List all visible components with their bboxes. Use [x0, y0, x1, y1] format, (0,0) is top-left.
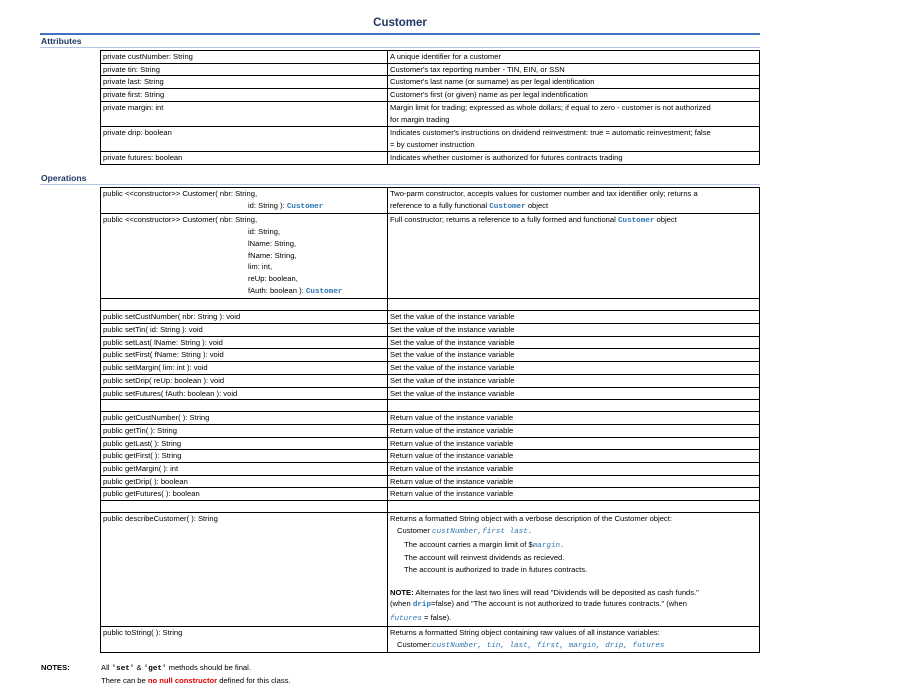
- attribute-signature: private futures: boolean: [101, 151, 388, 164]
- notes-label: NOTES:: [41, 663, 70, 672]
- attribute-description: Indicates whether customer is authorized for futures contracts trading: [388, 151, 760, 164]
- getter-signature: public getFutures( ): boolean: [101, 488, 388, 501]
- desc-text: =false) and "The account is not authorized to trade futures contracts." (when: [431, 599, 687, 609]
- desc-line: [390, 525, 757, 539]
- spacer-row: [101, 299, 760, 311]
- attribute-description: [388, 101, 760, 126]
- getter-signature: public getDrip( ): boolean: [101, 475, 388, 488]
- class-title: Customer: [373, 17, 427, 29]
- note-code: 'set': [111, 665, 135, 673]
- setter-row: [101, 387, 760, 400]
- setter-description: Set the value of the instance variable: [388, 349, 760, 362]
- setter-signature: public setDrip( reUp: boolean ): void: [101, 374, 388, 387]
- getter-signature: public getTin( ): String: [101, 424, 388, 437]
- punct: ,: [477, 527, 483, 536]
- var-name: margin: [532, 541, 561, 550]
- desc-text: object: [527, 200, 549, 210]
- attribute-row: [101, 63, 760, 76]
- getter-description: Return value of the instance variable: [388, 463, 760, 476]
- getter-row: [101, 463, 760, 476]
- attribute-signature: private first: String: [101, 89, 388, 102]
- attribute-signature: private drip: boolean: [101, 126, 388, 151]
- getter-row: [101, 412, 760, 425]
- desc-line: [390, 598, 757, 612]
- setter-description: Set the value of the instance variable: [388, 324, 760, 337]
- desc-text: Full constructor; returns a reference to a fully formed and functional: [390, 215, 616, 225]
- constructor-signature: [101, 188, 388, 214]
- getter-signature: public getFirst( ): String: [101, 450, 388, 463]
- note-text: There can be: [101, 676, 146, 685]
- note-text: defined for this class.: [219, 676, 291, 685]
- sig-param: id: String ):: [248, 200, 285, 210]
- setter-description: Set the value of the instance variable: [388, 336, 760, 349]
- setter-signature: public setTin( id: String ): void: [101, 324, 388, 337]
- getter-row: [101, 437, 760, 450]
- sig-line: public <<constructor>> Customer( nbr: String,: [103, 215, 258, 225]
- attribute-signature: private tin: String: [101, 63, 388, 76]
- setter-row: [101, 324, 760, 337]
- method-description: [388, 513, 760, 627]
- sig-line: [103, 285, 385, 299]
- setter-row: [101, 349, 760, 362]
- attribute-row: [101, 76, 760, 89]
- setter-signature: public setLast( lName: String ): void: [101, 336, 388, 349]
- sig-param: fName: String,: [248, 250, 297, 260]
- attribute-description: [388, 126, 760, 151]
- type-name: Customer: [617, 217, 655, 226]
- method-signature: public describeCustomer( ): String: [101, 513, 388, 627]
- attribute-row: [101, 89, 760, 102]
- getter-description: Return value of the instance variable: [388, 437, 760, 450]
- constructor-description: [388, 214, 760, 299]
- getter-signature: public getLast( ): String: [101, 437, 388, 450]
- sig-param: lim: int,: [248, 262, 273, 272]
- title-rule: [40, 33, 760, 35]
- attribute-signature: private custNumber: String: [101, 51, 388, 64]
- desc-line: [390, 639, 757, 653]
- note-line: [101, 663, 251, 673]
- sig-param: reUp: boolean,: [248, 273, 298, 283]
- note-line: [101, 676, 291, 685]
- getter-description: Return value of the instance variable: [388, 488, 760, 501]
- method-row: [101, 626, 760, 652]
- setter-signature: public setFutures( fAuth: boolean ): void: [101, 387, 388, 400]
- desc-text: The account carries a margin limit of $: [404, 539, 533, 549]
- constructor-row: [101, 188, 760, 214]
- var-name: futures: [390, 615, 422, 624]
- attribute-description: Customer's last name (or surname) as per legal identification: [388, 76, 760, 89]
- desc-line: [390, 612, 757, 626]
- blank-line: [390, 576, 757, 587]
- setter-description: Set the value of the instance variable: [388, 387, 760, 400]
- desc-line: The account is authorized to trade in futures contracts.: [404, 564, 588, 574]
- getter-signature: public getMargin( ): int: [101, 463, 388, 476]
- desc-line: [390, 200, 757, 214]
- getter-row: [101, 475, 760, 488]
- method-row: [101, 513, 760, 627]
- getter-row: [101, 450, 760, 463]
- setter-signature: public setMargin( lim: int ): void: [101, 362, 388, 375]
- return-type: Customer: [286, 202, 324, 211]
- attribute-row: [101, 151, 760, 164]
- desc-line: The account will reinvest dividends as recieved.: [404, 553, 565, 563]
- note-text: methods should be final.: [168, 663, 251, 672]
- attributes-table: [100, 50, 760, 165]
- attribute-row: [101, 126, 760, 151]
- operations-table: [100, 187, 760, 653]
- sig-line: [103, 200, 385, 214]
- getter-row: [101, 488, 760, 501]
- getter-description: Return value of the instance variable: [388, 475, 760, 488]
- type-name: Customer: [489, 202, 526, 211]
- punct: .: [560, 541, 565, 550]
- desc-line: Indicates customer's instructions on dividend reinvestment: true = automatic reinvestment; false: [390, 127, 711, 137]
- getter-description: Return value of the instance variable: [388, 412, 760, 425]
- constructor-signature: [101, 214, 388, 299]
- getter-description: Return value of the instance variable: [388, 424, 760, 437]
- setter-description: Set the value of the instance variable: [388, 362, 760, 375]
- sig-param: fAuth: boolean ):: [248, 285, 304, 295]
- sig-param: id: String,: [248, 227, 281, 237]
- setter-row: [101, 362, 760, 375]
- desc-text: (when: [390, 599, 411, 609]
- setter-row: [101, 374, 760, 387]
- sig-line: public <<constructor>> Customer( nbr: String,: [103, 189, 258, 198]
- operations-rule: [40, 184, 760, 185]
- note-text: &: [136, 663, 142, 672]
- var-name: first last: [482, 527, 528, 536]
- attribute-description: Customer's tax reporting number - TIN, EIN, or SSN: [388, 63, 760, 76]
- constructor-row: [101, 214, 760, 299]
- desc-line: Returns a formatted String object with a verbose description of the Customer object:: [390, 514, 672, 524]
- attribute-row: [101, 51, 760, 64]
- note-warning: no null constructor: [147, 676, 218, 685]
- desc-text: object: [656, 215, 677, 225]
- method-signature: public toString( ): String: [101, 626, 388, 652]
- getter-signature: public getCustNumber( ): String: [101, 412, 388, 425]
- setter-description: Set the value of the instance variable: [388, 311, 760, 324]
- desc-text: Customer: [397, 525, 430, 535]
- setter-description: Set the value of the instance variable: [388, 374, 760, 387]
- setter-signature: public setFirst( fName: String ): void: [101, 349, 388, 362]
- attribute-row: [101, 101, 760, 126]
- desc-text: = false).: [424, 613, 452, 623]
- attributes-heading: Attributes: [41, 36, 82, 46]
- return-type: Customer: [305, 287, 343, 296]
- note-text: All: [101, 663, 110, 672]
- desc-text: reference to a fully functional: [390, 200, 488, 210]
- var-list: custNumber, tin, last, first, margin, drip, futures: [432, 641, 665, 650]
- operations-heading: Operations: [41, 173, 87, 183]
- setter-row: [101, 311, 760, 324]
- desc-line: [390, 539, 757, 553]
- attributes-rule: [40, 47, 760, 48]
- punct: .: [527, 527, 533, 536]
- desc-line: for margin trading: [390, 114, 450, 124]
- var-name: custNumber: [432, 527, 478, 536]
- desc-text: Alternates for the last two lines will read "Dividends will be deposited as cash funds.": [415, 587, 699, 597]
- spacer-row: [101, 400, 760, 412]
- desc-line: = by customer instruction: [390, 139, 475, 149]
- sig-param: lName: String,: [248, 238, 297, 248]
- setter-signature: public setCustNumber( nbr: String ): void: [101, 311, 388, 324]
- desc-text: Customer:: [397, 639, 433, 649]
- getter-row: [101, 424, 760, 437]
- setter-row: [101, 336, 760, 349]
- note-label: NOTE:: [390, 587, 414, 597]
- var-name: drip: [412, 601, 432, 610]
- getter-description: Return value of the instance variable: [388, 450, 760, 463]
- attribute-signature: private margin: int: [101, 101, 388, 126]
- desc-line: Two-parm constructor, accepts values for customer number and tax identifier only; returns a: [390, 189, 698, 198]
- desc-line: Returns a formatted String object containing raw values of all instance variables:: [390, 627, 660, 637]
- desc-line: [390, 587, 757, 599]
- constructor-description: [388, 188, 760, 214]
- attribute-description: A unique identifier for a customer: [388, 51, 760, 64]
- desc-line: Margin limit for trading; expressed as whole dollars; if equal to zero - customer is not authorized: [390, 102, 711, 112]
- note-code: 'get': [143, 665, 167, 673]
- spacer-row: [101, 501, 760, 513]
- attribute-signature: private last: String: [101, 76, 388, 89]
- method-description: [388, 626, 760, 652]
- attribute-description: Customer's first (or given) name as per legal indentification: [388, 89, 760, 102]
